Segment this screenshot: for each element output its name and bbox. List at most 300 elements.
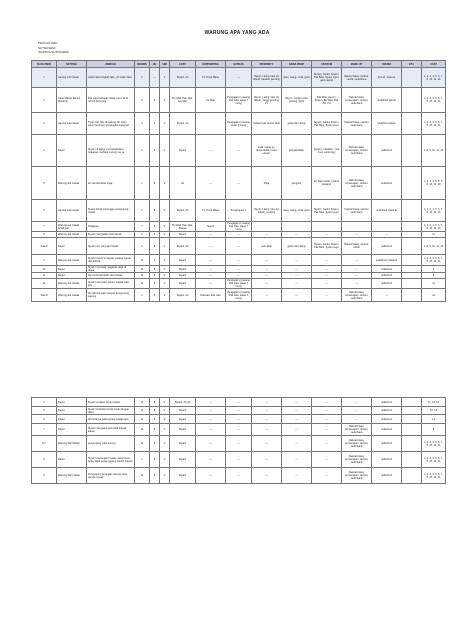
table-cell: —: [252, 452, 282, 468]
table-row: [32, 68, 446, 88]
table-cell: Warung suit masak: [57, 255, 87, 266]
table-cell: —: [312, 273, 342, 279]
table-cell: Fa membual tubah saat masak: [87, 273, 135, 279]
table-cell: undefined: [372, 273, 402, 279]
table-cell: Siyami con yang jari masak: [87, 238, 135, 255]
table-cell: Hayun, rumah motor pasang, fetok: [282, 88, 312, 113]
table-cell: [372, 222, 402, 232]
table-row: [32, 468, 446, 484]
table-cell: Siyami menangani malam suka harus bebo, tasal pesan gerang sambil masak: [87, 452, 135, 468]
table-cell: Pengagat ur pasang paket 7 meng: [226, 113, 252, 135]
table-cell: Siyami, makahan, mud mud, celuk pagi: [312, 135, 342, 167]
table-cell: Siyami: [170, 232, 196, 238]
table-cell: —: [196, 255, 226, 266]
table-cell: gelas dan ulong: [282, 238, 312, 255]
table-cell: Pengunjung 1: [226, 200, 252, 222]
table-cell: V: [160, 232, 170, 238]
document-meta: [38, 41, 69, 55]
table-cell: —: [196, 452, 226, 468]
table-cell: undefined: [372, 266, 402, 273]
table-cell: Hayun, Lating, laku sin labrah, pending: [252, 200, 282, 222]
table-cell: —: [312, 266, 342, 273]
table-cell: 9: [32, 468, 57, 484]
table-cell: TV Omel Masa: [196, 68, 226, 88]
table-cell: undefined: [372, 452, 402, 468]
table-cell: Sola 8: [32, 289, 57, 302]
table-cell: —: [282, 266, 312, 273]
table-cell: [252, 222, 282, 232]
table-cell: 1: [135, 68, 150, 88]
table-cell: 11: [422, 232, 446, 238]
column-header: COST: [170, 61, 196, 68]
table-cell: —: [342, 232, 372, 238]
table-cell: 4: [32, 398, 57, 407]
table-cell: undefined: [372, 135, 402, 167]
table-cell: —: [282, 279, 312, 289]
table-cell: —: [252, 398, 282, 407]
table-cell: —: [342, 407, 372, 415]
table-cell: Warung suit masak: [57, 167, 87, 200]
table-cell: —: [282, 407, 312, 415]
column-header: SOUND: [372, 61, 402, 68]
table-cell: [402, 407, 422, 415]
table-cell: [402, 88, 422, 113]
table-cell: V: [160, 167, 170, 200]
table-cell: 1, 2, 3, 4, 5, 6, 7, 8, 10, 11, 14: [422, 200, 446, 222]
table-cell: [402, 424, 422, 436]
meta-line: SUTRASEMI: [38, 45, 56, 50]
table-cell: [402, 200, 422, 222]
table-cell: V: [160, 436, 170, 452]
table-cell: Siyami menyoleh pekan, masak saat jam: [87, 279, 135, 289]
table-cell: Pak Wati, Geuen, Sowun, Bu Wati, Pak Ari, Yai: [312, 88, 342, 113]
table-cell: [402, 238, 422, 255]
table-cell: 1: [135, 167, 150, 200]
table-cell: —: [226, 452, 252, 468]
table-cell: 8: [150, 232, 160, 238]
table-cell: —: [342, 266, 372, 273]
table-cell: undefined: [372, 468, 402, 484]
table-cell: undefined: [372, 436, 402, 452]
table-cell: 11, 14, 16: [422, 398, 446, 407]
table-row: [32, 200, 446, 222]
table-cell: 1, 8, 9, 10, 11, 14: [422, 238, 446, 255]
table-cell: Dapur: [57, 424, 87, 436]
table-cell: —: [196, 424, 226, 436]
table-row: [32, 238, 446, 255]
table-cell: 9: [32, 255, 57, 266]
table-cell: Siyami: [170, 436, 196, 452]
table-cell: Siyami, Ali: [170, 289, 196, 302]
table-cell: Dapur: [57, 266, 87, 273]
table-cell: undefined: [372, 407, 402, 415]
table-cell: [402, 167, 422, 200]
table-row: [32, 167, 446, 200]
table-cell: Siyami, Ganbi, Sowun, Pak Bani, Syami pupu: [312, 113, 342, 135]
table-cell: 2: [150, 113, 160, 135]
table-cell: Natural biasa, berseragam, rambut sederhana: [342, 88, 372, 113]
table-cell: 11: [135, 415, 150, 424]
table-cell: 2: [422, 266, 446, 273]
table-cell: Dapur: [57, 238, 87, 255]
table-cell: Tiyap mal, bau di warung, ali, kami seleh bersinar mengangkat makanan: [87, 113, 135, 135]
table-cell: V: [160, 424, 170, 436]
table-cell: —: [282, 436, 312, 452]
table-cell: V: [160, 273, 170, 279]
table-cell: 5: [32, 167, 57, 200]
table-cell: ali, baju bebas, celana panjang: [312, 167, 342, 200]
table-cell: [342, 222, 372, 232]
table-cell: Natural biasa, berseragam, rambut sederhana: [342, 436, 372, 452]
table-header-row: [32, 61, 446, 68]
table-cell: Dapur: [57, 135, 87, 167]
table-cell: 1, 2, 3, 4, 5, 6, 7, 8, 10, 11, 14: [422, 113, 446, 135]
table-cell: Gelas/meja, lemas, lauk: [252, 113, 282, 135]
table-cell: suami dasa tingkah laku, pir tekan daun: [87, 68, 135, 88]
table-cell: V: [160, 135, 170, 167]
table-cell: 5: [150, 88, 160, 113]
table-cell: V: [160, 88, 170, 113]
table-cell: 8: [150, 407, 160, 415]
table-cell: warung suit masak: [57, 113, 87, 135]
table-cell: —: [282, 255, 312, 266]
table-cell: —: [282, 452, 312, 468]
table-cell: undefined: [372, 279, 402, 289]
table-cell: —: [252, 436, 282, 452]
table-cell: —: [252, 407, 282, 415]
table-cell: 8: [422, 273, 446, 279]
table-cell: 11: [135, 255, 150, 266]
table-cell: —: [226, 407, 252, 415]
table-cell: —: [196, 135, 226, 167]
table-cell: Meja: [252, 167, 282, 200]
table-cell: Suami bebat menunggu pengunjung masuk: [87, 200, 135, 222]
table-cell: Pengagat ur pasang Pak Jala, paket 7 meng: [227, 279, 250, 288]
table-cell: [312, 222, 342, 232]
table-cell: —: [252, 289, 282, 302]
table-cell: Pengagat ur pasang Pak Jala, paket 7 meng: [226, 88, 252, 113]
table-cell: 6: [32, 200, 57, 222]
table-cell: Siyami, Ali: [170, 200, 196, 222]
table-cell: 2: [150, 135, 160, 167]
table-cell: 12: [32, 279, 57, 289]
table-cell: 11: [135, 398, 150, 407]
table-cell: —: [312, 289, 342, 302]
table-cell: Siyami emasan pesan kapan: [87, 398, 135, 407]
table-cell: 7: [32, 222, 57, 232]
table-cell: Siyami: [170, 279, 196, 289]
table-cell: Natural biasa, berseragam, rambut sederhana: [342, 452, 372, 468]
table-cell: —: [342, 279, 372, 289]
table-row: [32, 424, 446, 436]
table-cell: 11: [135, 266, 150, 273]
table-cell: Siyami: [170, 135, 196, 167]
table-cell: Dapur: [57, 273, 87, 279]
table-cell: —: [226, 273, 252, 279]
table-cell: —: [196, 398, 226, 407]
table-cell: Siyami: [170, 424, 196, 436]
table-cell: Pelajaran: [87, 222, 135, 232]
table-cell: ali membersikan meja: [87, 167, 135, 200]
table-cell: 5: [32, 407, 57, 415]
table-cell: 11: [135, 424, 150, 436]
table-cell: Dapur: [57, 452, 87, 468]
table-cell: [402, 415, 422, 424]
table-cell: —: [282, 232, 312, 238]
table-cell: undefined masaput: [372, 255, 402, 266]
table-cell: —: [312, 398, 342, 407]
table-cell: Dapur: [57, 407, 87, 415]
table-cell: 1, 2, 3, 4, 5, 6, 7, 8, 10, 11, 14: [422, 68, 446, 88]
table-cell: [402, 398, 422, 407]
table-cell: Natural biasa, berseragam, rambut sederhana: [342, 167, 372, 200]
table-cell: —: [226, 436, 252, 452]
table-cell: —: [150, 68, 160, 88]
table-cell: Natural biasa, rambut sederhana: [342, 113, 372, 135]
table-cell: 11: [32, 273, 57, 279]
table-cell: pengunjung suka tarumg: [87, 436, 135, 452]
table-row: [32, 222, 446, 232]
table-cell: undefined: [372, 424, 402, 436]
table-cell: Sound, suara ia: [372, 68, 402, 88]
table-cell: 1, 2, 3, 4, 5, 6, 7, 8, 10, 11, 14: [422, 436, 446, 452]
table-cell: gelas dari ulong: [282, 113, 312, 135]
column-header: GRAB PROP: [282, 61, 312, 68]
table-cell: —: [282, 468, 312, 484]
table-row: [32, 436, 446, 452]
table-cell: —: [196, 436, 226, 452]
table-cell: 8: [150, 238, 160, 255]
table-cell: 11: [135, 407, 150, 415]
table-cell: Hayun, Lating, laku sin labrah, tanggi pending 21: [252, 88, 282, 113]
table-cell: undefined: [372, 167, 402, 200]
table-cell: V: [160, 452, 170, 468]
table-cell: [402, 222, 422, 232]
table-cell: 1, 2, 3, 4, 5, 6, 7, 8, 10, 11, 14: [422, 167, 446, 200]
table-cell: —: [252, 424, 282, 436]
table-cell: —: [312, 468, 342, 484]
table-cell: V: [160, 238, 170, 255]
table-cell: —: [312, 436, 342, 452]
table-cell: —: [226, 424, 252, 436]
table-cell: —: [312, 452, 342, 468]
table-cell: Warung Suit Masak: [57, 436, 87, 452]
table-row: [32, 113, 446, 135]
table-cell: undefined saara ia: [372, 200, 402, 222]
breakdown-table-bottom: [31, 397, 446, 484]
table-cell: 4: [135, 113, 150, 135]
table-cell: Siyami mengaput pelu saat masak kapan: [87, 424, 135, 436]
table-cell: —: [196, 407, 226, 415]
table-cell: [402, 452, 422, 468]
column-header: SUJA PIKIR: [32, 61, 57, 68]
table-cell: V: [160, 200, 170, 222]
table-cell: 11: [135, 468, 150, 484]
table-cell: Siyami: [170, 255, 196, 266]
table-cell: warung suit masak: [57, 68, 87, 88]
table-cell: V: [160, 222, 170, 232]
column-header: HK: [150, 61, 160, 68]
table-cell: —: [226, 238, 252, 255]
table-cell: —: [196, 415, 226, 424]
table-cell: undefined paran: [372, 113, 402, 135]
table-cell: Lazi adap: [252, 238, 282, 255]
table-cell: —: [312, 407, 342, 415]
table-cell: [282, 222, 312, 232]
table-cell: 8: [150, 167, 160, 200]
table-cell: 8: [150, 436, 160, 452]
meta-line: PROGOLOBO: [38, 41, 58, 45]
table-cell: V: [160, 407, 170, 415]
table-cell: 1: [135, 135, 150, 167]
table-cell: Hayun, Lating, laku sin labrah, lakukan pending: [252, 68, 282, 88]
table-cell: Ali selemat saat manyan pengunjung warung: [87, 289, 135, 302]
table-cell: Warung suit masak: [57, 232, 87, 238]
table-cell: —: [196, 232, 226, 238]
table-cell: Dapur: [57, 398, 87, 407]
table-cell: Siyami, Ali: [170, 113, 196, 135]
table-cell: V: [160, 266, 170, 273]
column-header: SETTING: [57, 61, 87, 68]
table-cell: Siyami, Ganbi, Sowun, Pak Bani, Syami pupu: [312, 238, 342, 255]
table-cell: Gelo, ruang, cinta, garis: [282, 200, 312, 222]
table-cell: Siyami, Ali: [170, 68, 196, 88]
table-row: [32, 452, 446, 468]
table-cell: Warung suit masak: [57, 289, 87, 302]
table-cell: Siyami: [170, 266, 196, 273]
table-cell: 1: [135, 238, 150, 255]
table-cell: Ali: [170, 167, 196, 200]
table-cell: 1, 2, 3, 4, 5, 6, 7, 8, 10, 11, 14: [422, 88, 446, 113]
table-cell: 11: [422, 279, 446, 289]
table-cell: 8: [150, 289, 160, 302]
table-cell: —: [226, 68, 252, 88]
table-cell: Natural biasa, berseragam, rambut sederhana: [342, 424, 372, 436]
table-cell: 1: [135, 452, 150, 468]
table-cell: Natural biasa, rambut, cantik: [342, 238, 372, 255]
table-row: [32, 398, 446, 407]
table-cell: V: [160, 468, 170, 484]
table-cell: —: [342, 273, 372, 279]
table-cell: —: [252, 415, 282, 424]
table-cell: —: [196, 266, 226, 273]
table-cell: 1, 8, 9, 10, 11, 14: [422, 135, 446, 167]
table-cell: Siyami, Ali, Ali: [170, 398, 196, 407]
table-cell: V: [160, 398, 170, 407]
table-row: [32, 415, 446, 424]
table-cell: Siyami: [170, 273, 196, 279]
table-cell: 1: [32, 68, 57, 88]
table-cell: 8-7: [32, 436, 57, 452]
column-header: PROPERTY: [252, 61, 282, 68]
table-cell: 1, 2, 3, 4, 5, 6, 7, 8, 10, 11, 14: [422, 452, 446, 468]
table-cell: Sola 9: [32, 238, 57, 255]
table-cell: 8: [150, 266, 160, 273]
table-row: [32, 88, 446, 113]
table-cell: undefined perulo: [372, 88, 402, 113]
table-cell: —: [282, 289, 312, 302]
table-cell: 1: [135, 200, 150, 222]
table-cell: 8: [150, 415, 160, 424]
table-cell: 11: [422, 289, 446, 302]
table-cell: Warung Suit masak: [57, 468, 87, 484]
table-cell: —: [252, 255, 282, 266]
table-cell: Siyami berbelan bisnis nasta dengan daun: [87, 407, 135, 415]
column-header: COSTUM: [312, 61, 342, 68]
table-cell: —: [196, 273, 226, 279]
table-cell: Pengagat ur pasang Pak Jala, paket 7 meng: [227, 290, 250, 300]
table-cell: V: [160, 255, 170, 266]
table-cell: —: [226, 398, 252, 407]
table-cell: 1, 2, 3, 4, 5, 6, 7, 8, 10, 11, 14: [422, 255, 446, 266]
table-cell: Natural biasa, berseragam, rambut sederhana: [342, 289, 372, 302]
table-cell: 8: [150, 279, 160, 289]
table-cell: [402, 468, 422, 484]
table-cell: Natural biasa, rambut, cantik, sederhana: [342, 68, 372, 88]
table-cell: 8: [150, 398, 160, 407]
table-cell: Warung suit masak lahab ipar: [57, 222, 87, 232]
table-cell: 8: [32, 232, 57, 238]
table-cell: Pengunjung berargak warung suka semba masak: [87, 468, 135, 484]
table-cell: Siyami menemu laguan, pulang operai dan saknal: [87, 255, 135, 266]
table-cell: Siyami, Ganbi, Sowun, Pak Bani, Syami pupu: [312, 200, 342, 222]
table-cell: Natural biasa, berseragam, rambut sederhana: [342, 135, 372, 167]
table-cell: 1, 2, 3, 4, 5, 6, 7, 8, 10, 11, 14: [422, 222, 446, 232]
table-cell: 1: [135, 232, 150, 238]
table-cell: —: [252, 266, 282, 273]
table-cell: 8: [150, 452, 160, 468]
breakdown-table-top: [31, 60, 446, 302]
table-cell: —: [342, 398, 372, 407]
table-cell: [402, 289, 422, 302]
table-cell: Bu Wati, Pak Jala, Ahama: [170, 222, 196, 232]
table-row: [32, 289, 446, 302]
column-header: SUPPORTING: [196, 61, 226, 68]
table-cell: —: [226, 135, 252, 167]
table-cell: —: [252, 279, 282, 289]
table-cell: —: [282, 415, 312, 424]
table-cell: warung suit masak: [57, 200, 87, 222]
table-cell: Natural biasa, rambut sederhana: [342, 200, 372, 222]
meta-line: WASTRA SUTRASEMI: [38, 50, 69, 55]
table-cell: 8: [422, 424, 446, 436]
table-cell: 10: [32, 266, 57, 273]
table-cell: 8: [150, 424, 160, 436]
table-cell: 6: [135, 88, 150, 113]
table-cell: Dapur: [57, 415, 87, 424]
table-cell: 7: [135, 222, 150, 232]
table-cell: —: [282, 424, 312, 436]
column-header: MAKE UP: [342, 61, 372, 68]
table-cell: —: [196, 468, 226, 484]
table-cell: [402, 266, 422, 273]
table-cell: V: [160, 415, 170, 424]
table-row: [32, 266, 446, 273]
table-cell: Siyami di dapur mencekakelana makanan, berbuat muturg ma ya: [87, 135, 135, 167]
table-cell: pengambalan: [282, 135, 312, 167]
table-cell: —: [312, 255, 342, 266]
table-cell: Warung suit masak: [57, 279, 87, 289]
table-cell: Siyami, Ali: [170, 238, 196, 255]
table-cell: [402, 113, 422, 135]
table-cell: 11: [135, 279, 150, 289]
table-cell: [402, 68, 422, 88]
table-cell: —: [312, 424, 342, 436]
table-cell: 11: [135, 436, 150, 452]
table-cell: —: [312, 415, 342, 424]
table-cell: [402, 255, 422, 266]
table-cell: Pak Jala mahasan tawar susu, ali di rumah berbicara: [87, 88, 135, 113]
